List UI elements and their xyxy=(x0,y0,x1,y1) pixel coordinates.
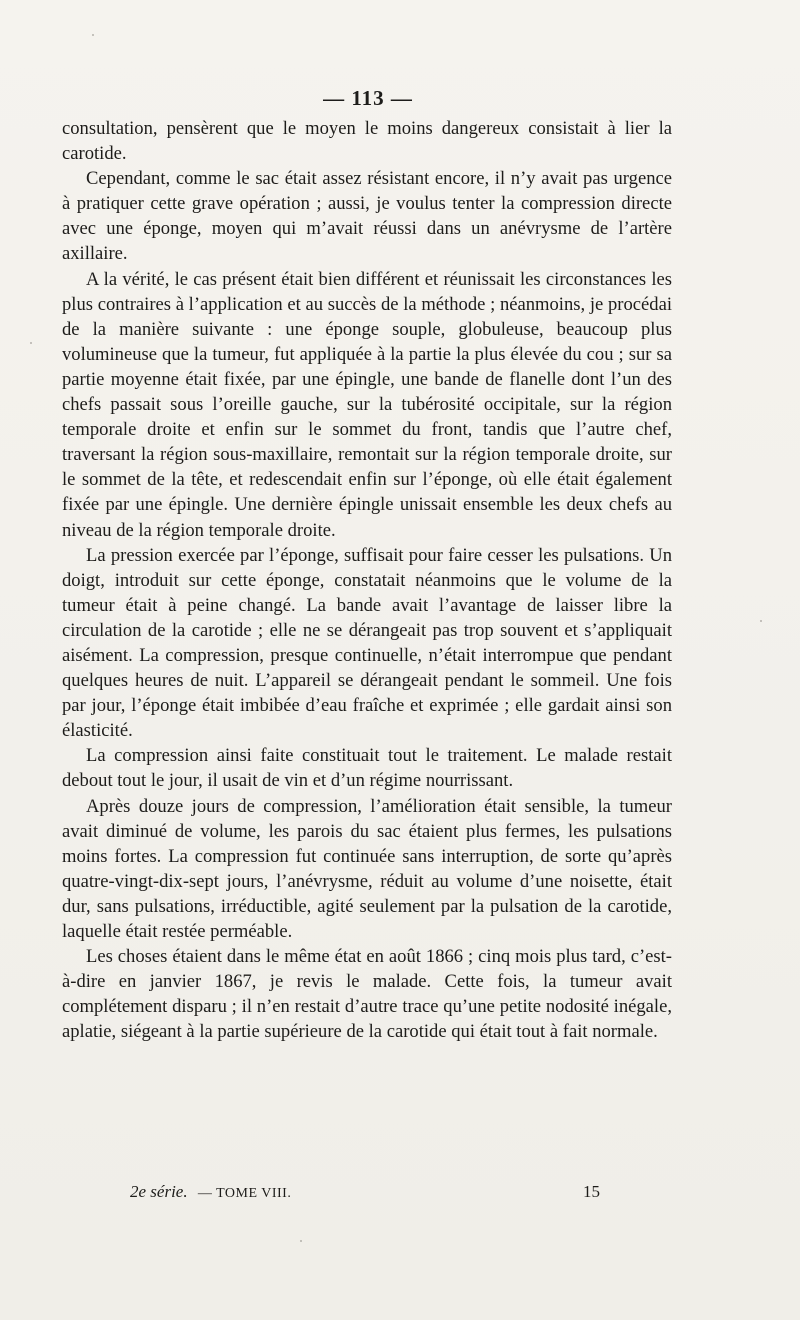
page-number: — 113 — xyxy=(323,86,413,110)
paper-speck xyxy=(760,620,762,622)
footer-series: 2e série. xyxy=(130,1182,188,1201)
paragraph-5: La compression ainsi faite constituait tout le traitement. Le malade restait debout tout le jour, il usait de vin et d’un régime nourrissant. xyxy=(62,745,672,792)
paragraph-1: consultation, pensèrent que le moyen le moins dangereux consistait à lier la carotide. xyxy=(62,118,672,165)
paragraph-7: Les choses étaient dans le même état en août 1866 ; cinq mois plus tard, c’est-à-dire en janvier 1867, je revis le malade. Cette fois, la tumeur avait complétement disparu ; il n’en restait d’autre trace qu’une petite nodosité inégale, aplatie, siégeant à la partie supérieure de la carotide qui était tout à fait normale. xyxy=(62,946,672,1043)
paper-speck xyxy=(30,342,32,344)
footer-series-tome xyxy=(130,1182,291,1202)
footer-signature: 15 xyxy=(583,1182,600,1201)
body-text xyxy=(62,116,672,1044)
paper-speck xyxy=(300,1240,302,1242)
paper-speck xyxy=(92,34,94,36)
footer-tome: — TOME VIII. xyxy=(197,1186,292,1201)
paragraph-2: Cependant, comme le sac était assez résistant encore, il n’y avait pas urgence à pratiquer cette grave opération ; aussi, je voulus tenter la compression directe avec une éponge, moyen qui m’avait réussi dans un anévrysme de l’artère axillaire. xyxy=(62,168,672,265)
page-footer xyxy=(130,1182,600,1202)
paragraph-3: A la vérité, le cas présent était bien différent et réunissait les circonstances les plus contraires à l’application et au succès de la méthode ; néanmoins, je procédai de la manière suivante : une éponge souple, globuleuse, beaucoup plus volumineuse que la tumeur, fut appliquée à la partie la plus élevée du cou ; sur sa partie moyenne était fixée, par une épingle, une bande de flanelle dont l’un des chefs passait sous l’oreille gauche, sur la tubérosité occipitale, sur la région temporale droite et enfin sur le sommet du front, tandis que l’autre chef, traversant la région sous-maxillaire, remontait sur la région temporale droite, sur le sommet de la tête, et redescendait enfin sur l’éponge, où elle était également fixée par une épingle. Une dernière épingle unissait ensemble les deux chefs au niveau de la région temporale droite. xyxy=(62,268,672,541)
paragraph-4: La pression exercée par l’éponge, suffisait pour faire cesser les pulsations. Un doigt, introduit sur cette éponge, constatait néanmoins que le volume de la tumeur était à peine changé. La bande avait l’avantage de laisser libre la circulation de la carotide ; elle ne se dérangeait pas trop souvent et s’appliquait aisément. La compression, presque continuelle, n’était interrompue que pendant quelques heures de nuit. L’appareil se dérangeait pendant le sommeil. Une fois par jour, l’éponge était imbibée d’eau fraîche et exprimée ; elle gardait ainsi son élasticité. xyxy=(62,544,672,742)
paragraph-6: Après douze jours de compression, l’amélioration était sensible, la tumeur avait diminué de volume, les parois du sac étaient plus fermes, les pulsations moins fortes. La compression fut continuée sans interruption, de sorte qu’après quatre-vingt-dix-sept jours, l’anévrysme, réduit au volume d’une noisette, était dur, sans pulsations, irréductible, agité seulement par la pulsation de la carotide, laquelle était restée perméable. xyxy=(62,795,672,942)
